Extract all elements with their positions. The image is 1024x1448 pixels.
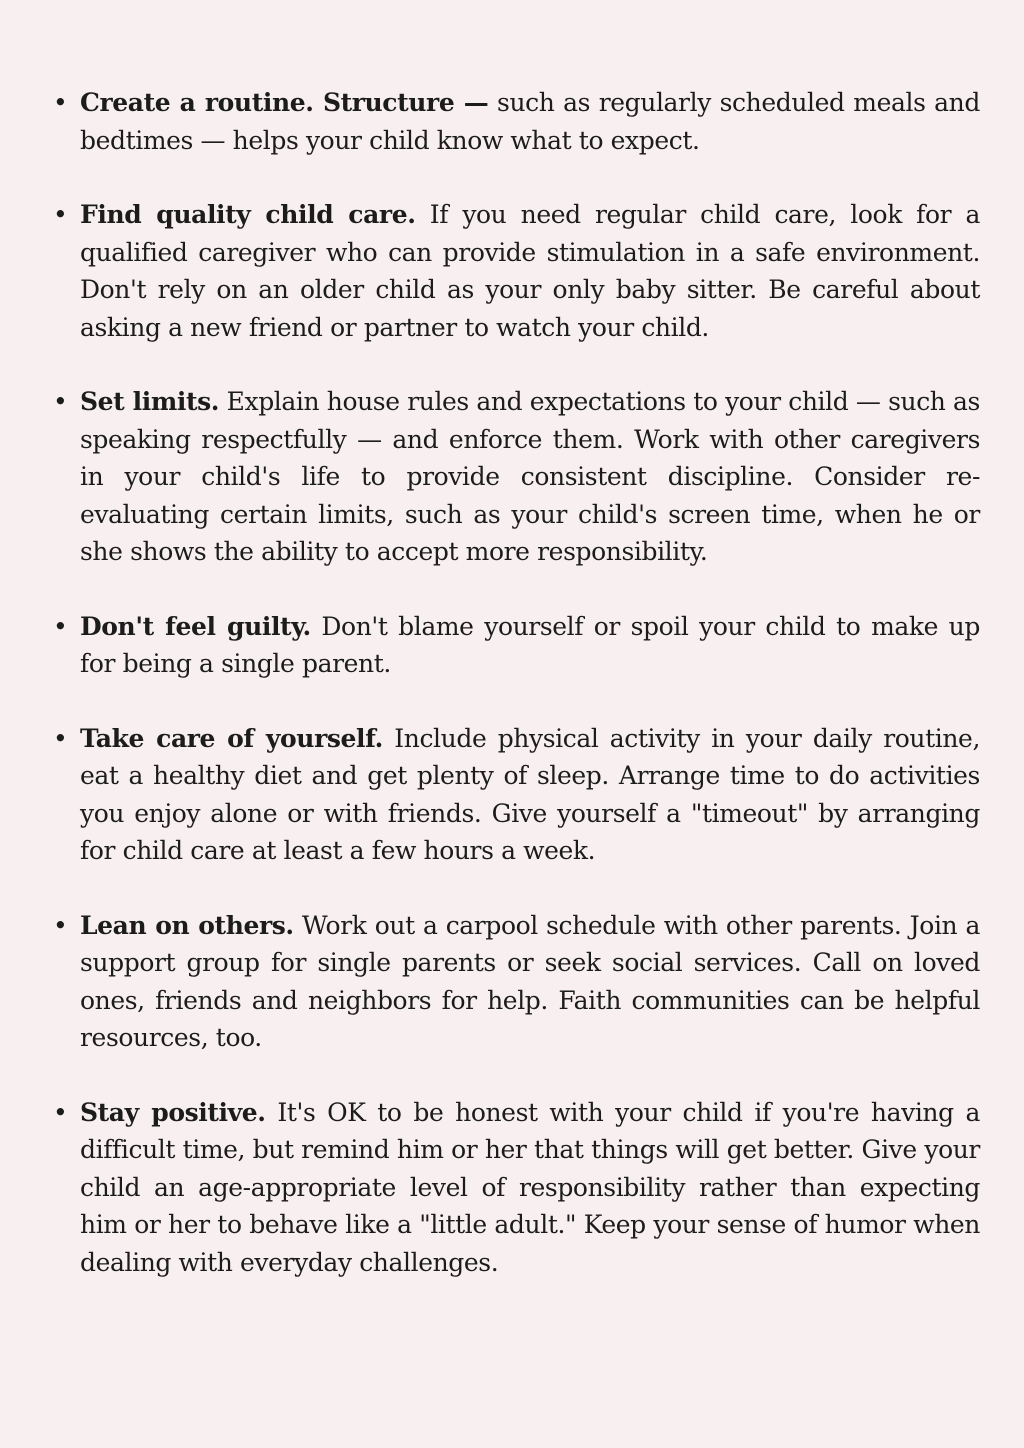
bullet-icon: • xyxy=(53,1097,68,1127)
bullet-icon: • xyxy=(53,387,68,416)
list-item xyxy=(53,1094,980,1282)
bullet-icon: • xyxy=(53,88,68,117)
bullet-icon: • xyxy=(53,723,68,753)
tip-text: Work out a carpool schedule with other parents. Join a support group for single parents or seek social services. Call on loved ones, friends and neighbors for help. Faith communities can be helpful resources, too. xyxy=(80,910,980,1052)
tip-text: It's OK to be honest with your child if you're having a difficult time, but remind him or her that things will get better. Give your child an age-appropriate level of responsibility rather than expecting him or her to behave like a "little adult." Keep your sense of humor when dealing with everyday challenges. xyxy=(80,1097,980,1277)
tip-heading: Create a routine. Structure — xyxy=(80,88,489,117)
list-item xyxy=(53,196,980,346)
bullet-icon: • xyxy=(53,611,68,641)
list-item xyxy=(53,720,980,870)
bullet-icon: • xyxy=(53,910,68,940)
bullet-icon: • xyxy=(53,200,68,229)
tips-list xyxy=(53,84,980,1281)
tip-heading: Don't feel guilty. xyxy=(80,611,311,641)
tip-text: If you need regular child care, look for a qualified caregiver who can provide stimulation in a safe environment. Don't rely on an older child as your only baby sitter. Be careful about asking a new friend or partner to watch your child. xyxy=(80,200,980,342)
tip-text: Don't blame yourself or spoil your child to make up for being a single parent. xyxy=(80,611,980,678)
tip-heading: Set limits. xyxy=(80,387,220,416)
list-item xyxy=(53,383,980,571)
tip-heading: Take care of yourself. xyxy=(80,723,383,753)
tip-heading: Find quality child care. xyxy=(80,200,416,229)
list-item xyxy=(53,84,980,159)
list-item xyxy=(53,907,980,1057)
tip-heading: Stay positive. xyxy=(80,1097,266,1127)
tip-text: such as regularly scheduled meals and bedtimes — helps your child know what to expect. xyxy=(80,88,980,155)
tip-heading: Lean on others. xyxy=(80,910,294,940)
list-item xyxy=(53,608,980,683)
tip-text: Explain house rules and expectations to your child — such as speaking respectfully — and enforce them. Work with other caregivers in your child's life to provide consistent discipline. Consider re-evaluating certain limits, such as your child's screen time, when he or she shows the ability to accept more responsibility. xyxy=(80,387,980,566)
tip-text: Include physical activity in your daily routine, eat a healthy diet and get plenty of sleep. Arrange time to do activities you enjoy alone or with friends. Give yourself a "timeout" by arranging for child care at least a few hours a week. xyxy=(80,723,980,865)
